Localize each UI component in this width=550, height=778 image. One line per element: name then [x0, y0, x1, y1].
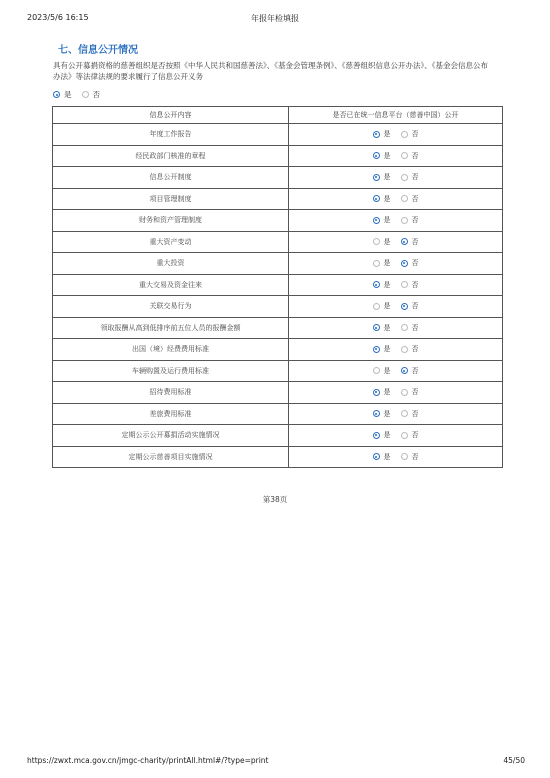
table-row — [53, 425, 503, 447]
row-content-name: 差旅费用标准 — [53, 403, 289, 425]
print-url: https://zwxt.mca.gov.cn/jmgc-charity/printAll.html#/?type=print — [27, 756, 269, 765]
column-header-published: 是否已在统一信息平台（慈善中国）公开 — [289, 107, 503, 124]
section-title: 七、信息公开情况 — [58, 45, 138, 56]
row-no-label: 否 — [411, 151, 419, 160]
row-published-options — [289, 403, 503, 425]
row-content-name: 项目管理制度 — [53, 188, 289, 210]
row-content-name: 定期公示慈善项目实施情况 — [53, 446, 289, 468]
disclosure-answer-group — [53, 89, 106, 100]
row-no-radio[interactable] — [401, 389, 408, 396]
row-content-name: 经民政部门核准的章程 — [53, 145, 289, 167]
row-yes-label: 是 — [383, 409, 391, 418]
row-no-label: 否 — [411, 259, 419, 267]
row-yes-radio[interactable] — [373, 324, 380, 331]
row-yes-label: 是 — [383, 216, 391, 224]
table-row — [53, 317, 503, 339]
row-content-name: 重大投资 — [53, 253, 289, 275]
row-no-radio[interactable] — [401, 303, 408, 310]
row-content-name: 招待费用标准 — [53, 382, 289, 404]
row-content-name: 车辆购置及运行费用标准 — [53, 360, 289, 382]
page-number: 第38页 — [262, 495, 288, 504]
row-yes-radio[interactable] — [373, 281, 380, 288]
answer-no-label: 否 — [92, 90, 100, 99]
row-yes-radio[interactable] — [373, 303, 380, 310]
row-yes-label: 是 — [383, 280, 391, 289]
row-no-label: 否 — [411, 345, 419, 353]
row-content-name: 重大交易及资金往来 — [53, 274, 289, 296]
table-row — [53, 382, 503, 404]
row-no-label: 否 — [411, 216, 419, 224]
row-yes-label: 是 — [383, 431, 391, 439]
disclosure-table — [52, 106, 503, 468]
row-no-label: 否 — [411, 431, 419, 439]
row-no-radio[interactable] — [401, 367, 408, 374]
row-no-label: 否 — [411, 366, 419, 375]
table-row — [53, 188, 503, 210]
row-content-name: 年度工作报告 — [53, 124, 289, 146]
row-yes-radio[interactable] — [373, 432, 380, 439]
row-published-options — [289, 231, 503, 253]
row-no-radio[interactable] — [401, 432, 408, 439]
row-yes-label: 是 — [383, 302, 391, 310]
row-no-label: 否 — [411, 323, 419, 332]
row-no-radio[interactable] — [401, 281, 408, 288]
row-no-radio[interactable] — [401, 195, 408, 202]
table-row — [53, 403, 503, 425]
row-content-name: 信息公开制度 — [53, 167, 289, 189]
disclosure-question: 具有公开募捐资格的慈善组织是否按照《中华人民共和国慈善法》、《基金会管理条例》、《慈善组织信息公开办法》、《基金会信息公布办法》等法律法规的要求履行了信息公开义务 — [53, 61, 488, 81]
row-yes-label: 是 — [383, 345, 391, 353]
column-header-content: 信息公开内容 — [53, 107, 289, 124]
row-yes-radio[interactable] — [373, 217, 380, 224]
row-yes-radio[interactable] — [373, 260, 380, 267]
row-no-label: 否 — [411, 302, 419, 310]
row-no-label: 否 — [411, 280, 419, 289]
row-no-radio[interactable] — [401, 152, 408, 159]
row-yes-radio[interactable] — [373, 453, 380, 460]
row-content-name: 定期公示公开募捐活动实施情况 — [53, 425, 289, 447]
row-no-radio[interactable] — [401, 453, 408, 460]
row-yes-radio[interactable] — [373, 174, 380, 181]
answer-yes-label: 是 — [64, 90, 72, 99]
row-content-name: 重大资产变动 — [53, 231, 289, 253]
row-published-options — [289, 188, 503, 210]
row-published-options — [289, 274, 503, 296]
row-no-label: 否 — [411, 388, 419, 396]
row-content-name: 领取报酬从高到低排序前五位人员的报酬金额 — [53, 317, 289, 339]
row-no-label: 否 — [411, 173, 419, 181]
table-row — [53, 296, 503, 318]
row-yes-label: 是 — [383, 130, 391, 138]
row-yes-radio[interactable] — [373, 346, 380, 353]
row-no-label: 否 — [411, 409, 419, 418]
row-no-radio[interactable] — [401, 346, 408, 353]
row-no-radio[interactable] — [401, 174, 408, 181]
row-no-radio[interactable] — [401, 260, 408, 267]
print-title: 年报年检填报 — [251, 14, 299, 23]
answer-yes-radio[interactable] — [53, 91, 60, 98]
row-published-options — [289, 446, 503, 468]
row-published-options — [289, 145, 503, 167]
table-row — [53, 231, 503, 253]
table-row — [53, 360, 503, 382]
row-yes-radio[interactable] — [373, 131, 380, 138]
row-published-options — [289, 124, 503, 146]
row-no-label: 否 — [411, 452, 419, 461]
row-published-options — [289, 339, 503, 361]
row-no-radio[interactable] — [401, 131, 408, 138]
row-yes-radio[interactable] — [373, 389, 380, 396]
row-content-name: 关联交易行为 — [53, 296, 289, 318]
table-row — [53, 167, 503, 189]
row-published-options — [289, 425, 503, 447]
row-no-radio[interactable] — [401, 217, 408, 224]
row-yes-label: 是 — [383, 151, 391, 160]
row-yes-label: 是 — [383, 173, 391, 181]
row-published-options — [289, 360, 503, 382]
table-row — [53, 253, 503, 275]
row-no-label: 否 — [411, 194, 419, 203]
table-row — [53, 339, 503, 361]
row-yes-radio[interactable] — [373, 367, 380, 374]
table-row — [53, 210, 503, 232]
row-published-options — [289, 210, 503, 232]
row-no-label: 否 — [411, 130, 419, 138]
row-yes-label: 是 — [383, 237, 391, 246]
row-yes-radio[interactable] — [373, 410, 380, 417]
row-no-radio[interactable] — [401, 410, 408, 417]
print-datetime: 2023/5/6 16:15 — [27, 13, 89, 22]
row-content-name: 出国（境）经费费用标准 — [53, 339, 289, 361]
row-yes-radio[interactable] — [373, 152, 380, 159]
table-row — [53, 274, 503, 296]
row-yes-label: 是 — [383, 259, 391, 267]
row-yes-radio[interactable] — [373, 195, 380, 202]
row-yes-label: 是 — [383, 388, 391, 396]
row-yes-radio[interactable] — [373, 238, 380, 245]
row-yes-label: 是 — [383, 452, 391, 461]
row-published-options — [289, 253, 503, 275]
row-no-radio[interactable] — [401, 324, 408, 331]
row-content-name: 财务和资产管理制度 — [53, 210, 289, 232]
row-no-label: 否 — [411, 237, 419, 246]
row-yes-label: 是 — [383, 323, 391, 332]
row-published-options — [289, 167, 503, 189]
table-row — [53, 124, 503, 146]
answer-no-radio[interactable] — [82, 91, 89, 98]
table-row — [53, 446, 503, 468]
table-row — [53, 145, 503, 167]
print-page-count: 45/50 — [503, 756, 525, 765]
row-published-options — [289, 296, 503, 318]
row-yes-label: 是 — [383, 366, 391, 375]
row-no-radio[interactable] — [401, 238, 408, 245]
row-published-options — [289, 382, 503, 404]
row-yes-label: 是 — [383, 194, 391, 203]
row-published-options — [289, 317, 503, 339]
